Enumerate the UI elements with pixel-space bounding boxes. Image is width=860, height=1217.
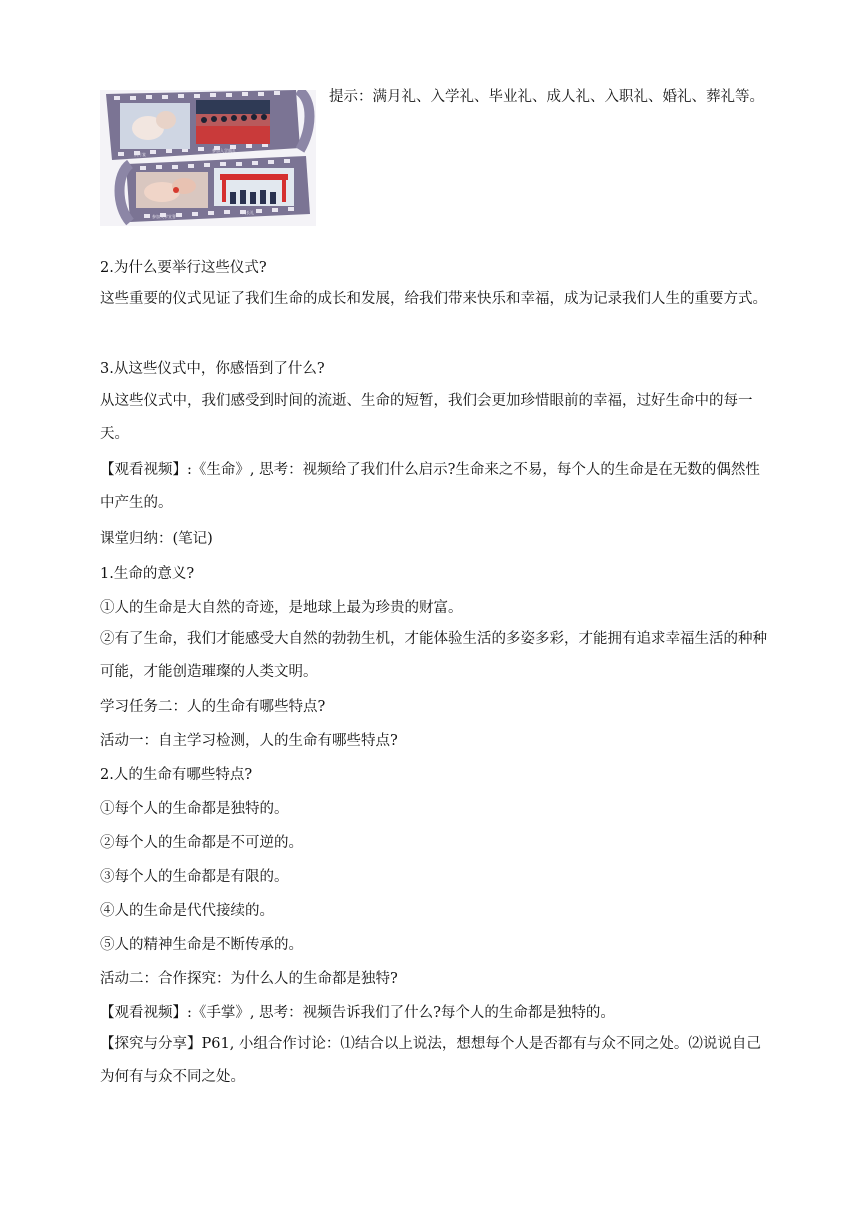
- question-3: 3.从这些仪式中，你感悟到了什么?: [100, 361, 325, 377]
- hint-text: 提示：满月礼、入学礼、毕业礼、成人礼、入职礼、婚礼、葬礼等。: [329, 89, 764, 105]
- trait-item: ③每个人的生命都是有限的。: [100, 869, 289, 885]
- caption-4: 成长礼: [242, 210, 254, 215]
- ceremony-photo-collage: [100, 90, 316, 226]
- video-2-text: 【观看视频】:《手掌》, 思考：视频告诉我们了什么?每个人的生命都是独特的。: [100, 1005, 615, 1021]
- trait-item: ⑤人的精神生命是不断传承的。: [100, 937, 303, 953]
- meaning-heading: 1.生命的意义?: [100, 566, 195, 582]
- task-2-heading: 学习任务二：人的生命有哪些特点?: [100, 699, 326, 715]
- activity-1-heading: 活动一：自主学习检测，人的生命有哪些特点?: [100, 733, 398, 749]
- caption-1: 满月宴: [134, 152, 146, 157]
- caption-3: 参加入学宣誓: [152, 214, 176, 219]
- caption-2: 参加入学典礼: [212, 148, 236, 153]
- trait-item: ④人的生命是代代接续的。: [100, 903, 274, 919]
- answer-3: 从这些仪式中，我们感受到时间的流逝、生命的短暂，我们会更加珍惜眼前的幸福，过好生命中的每一天。: [100, 393, 753, 442]
- trait-item: ②每个人的生命都是不可逆的。: [100, 835, 303, 851]
- film-strip-bottom: [120, 156, 311, 222]
- trait-item: ①每个人的生命都是独特的。: [100, 801, 289, 817]
- answer-2: 这些重要的仪式见证了我们生命的成长和发展，给我们带来快乐和幸福，成为记录我们人生的重要方式。: [100, 291, 767, 307]
- meaning-point-1: ①人的生命是大自然的奇迹，是地球上最为珍贵的财富。: [100, 600, 463, 616]
- question-2: 2.为什么要举行这些仪式?: [100, 260, 267, 276]
- explore-and-share-text: 【探究与分享】P61, 小组合作讨论：⑴结合以上说法，想想每个人是否都有与众不同之处。⑵说说自己为何有与众不同之处。: [100, 1036, 761, 1085]
- traits-heading: 2.人的生命有哪些特点?: [100, 767, 253, 783]
- video-1-text: 【观看视频】:《生命》, 思考：视频给了我们什么启示?生命来之不易，每个人的生命是在无数的偶然性中产生的。: [100, 462, 760, 511]
- activity-2-heading: 活动二：合作探究：为什么人的生命都是独特?: [100, 971, 398, 987]
- class-summary-heading: 课堂归纳：(笔记): [100, 531, 213, 547]
- meaning-point-2: ②有了生命，我们才能感受大自然的勃勃生机，才能体验生活的多姿多彩，才能拥有追求幸福生活的种种可能，才能创造璀璨的人类文明。: [100, 631, 767, 680]
- film-strip-illustration: [100, 90, 316, 226]
